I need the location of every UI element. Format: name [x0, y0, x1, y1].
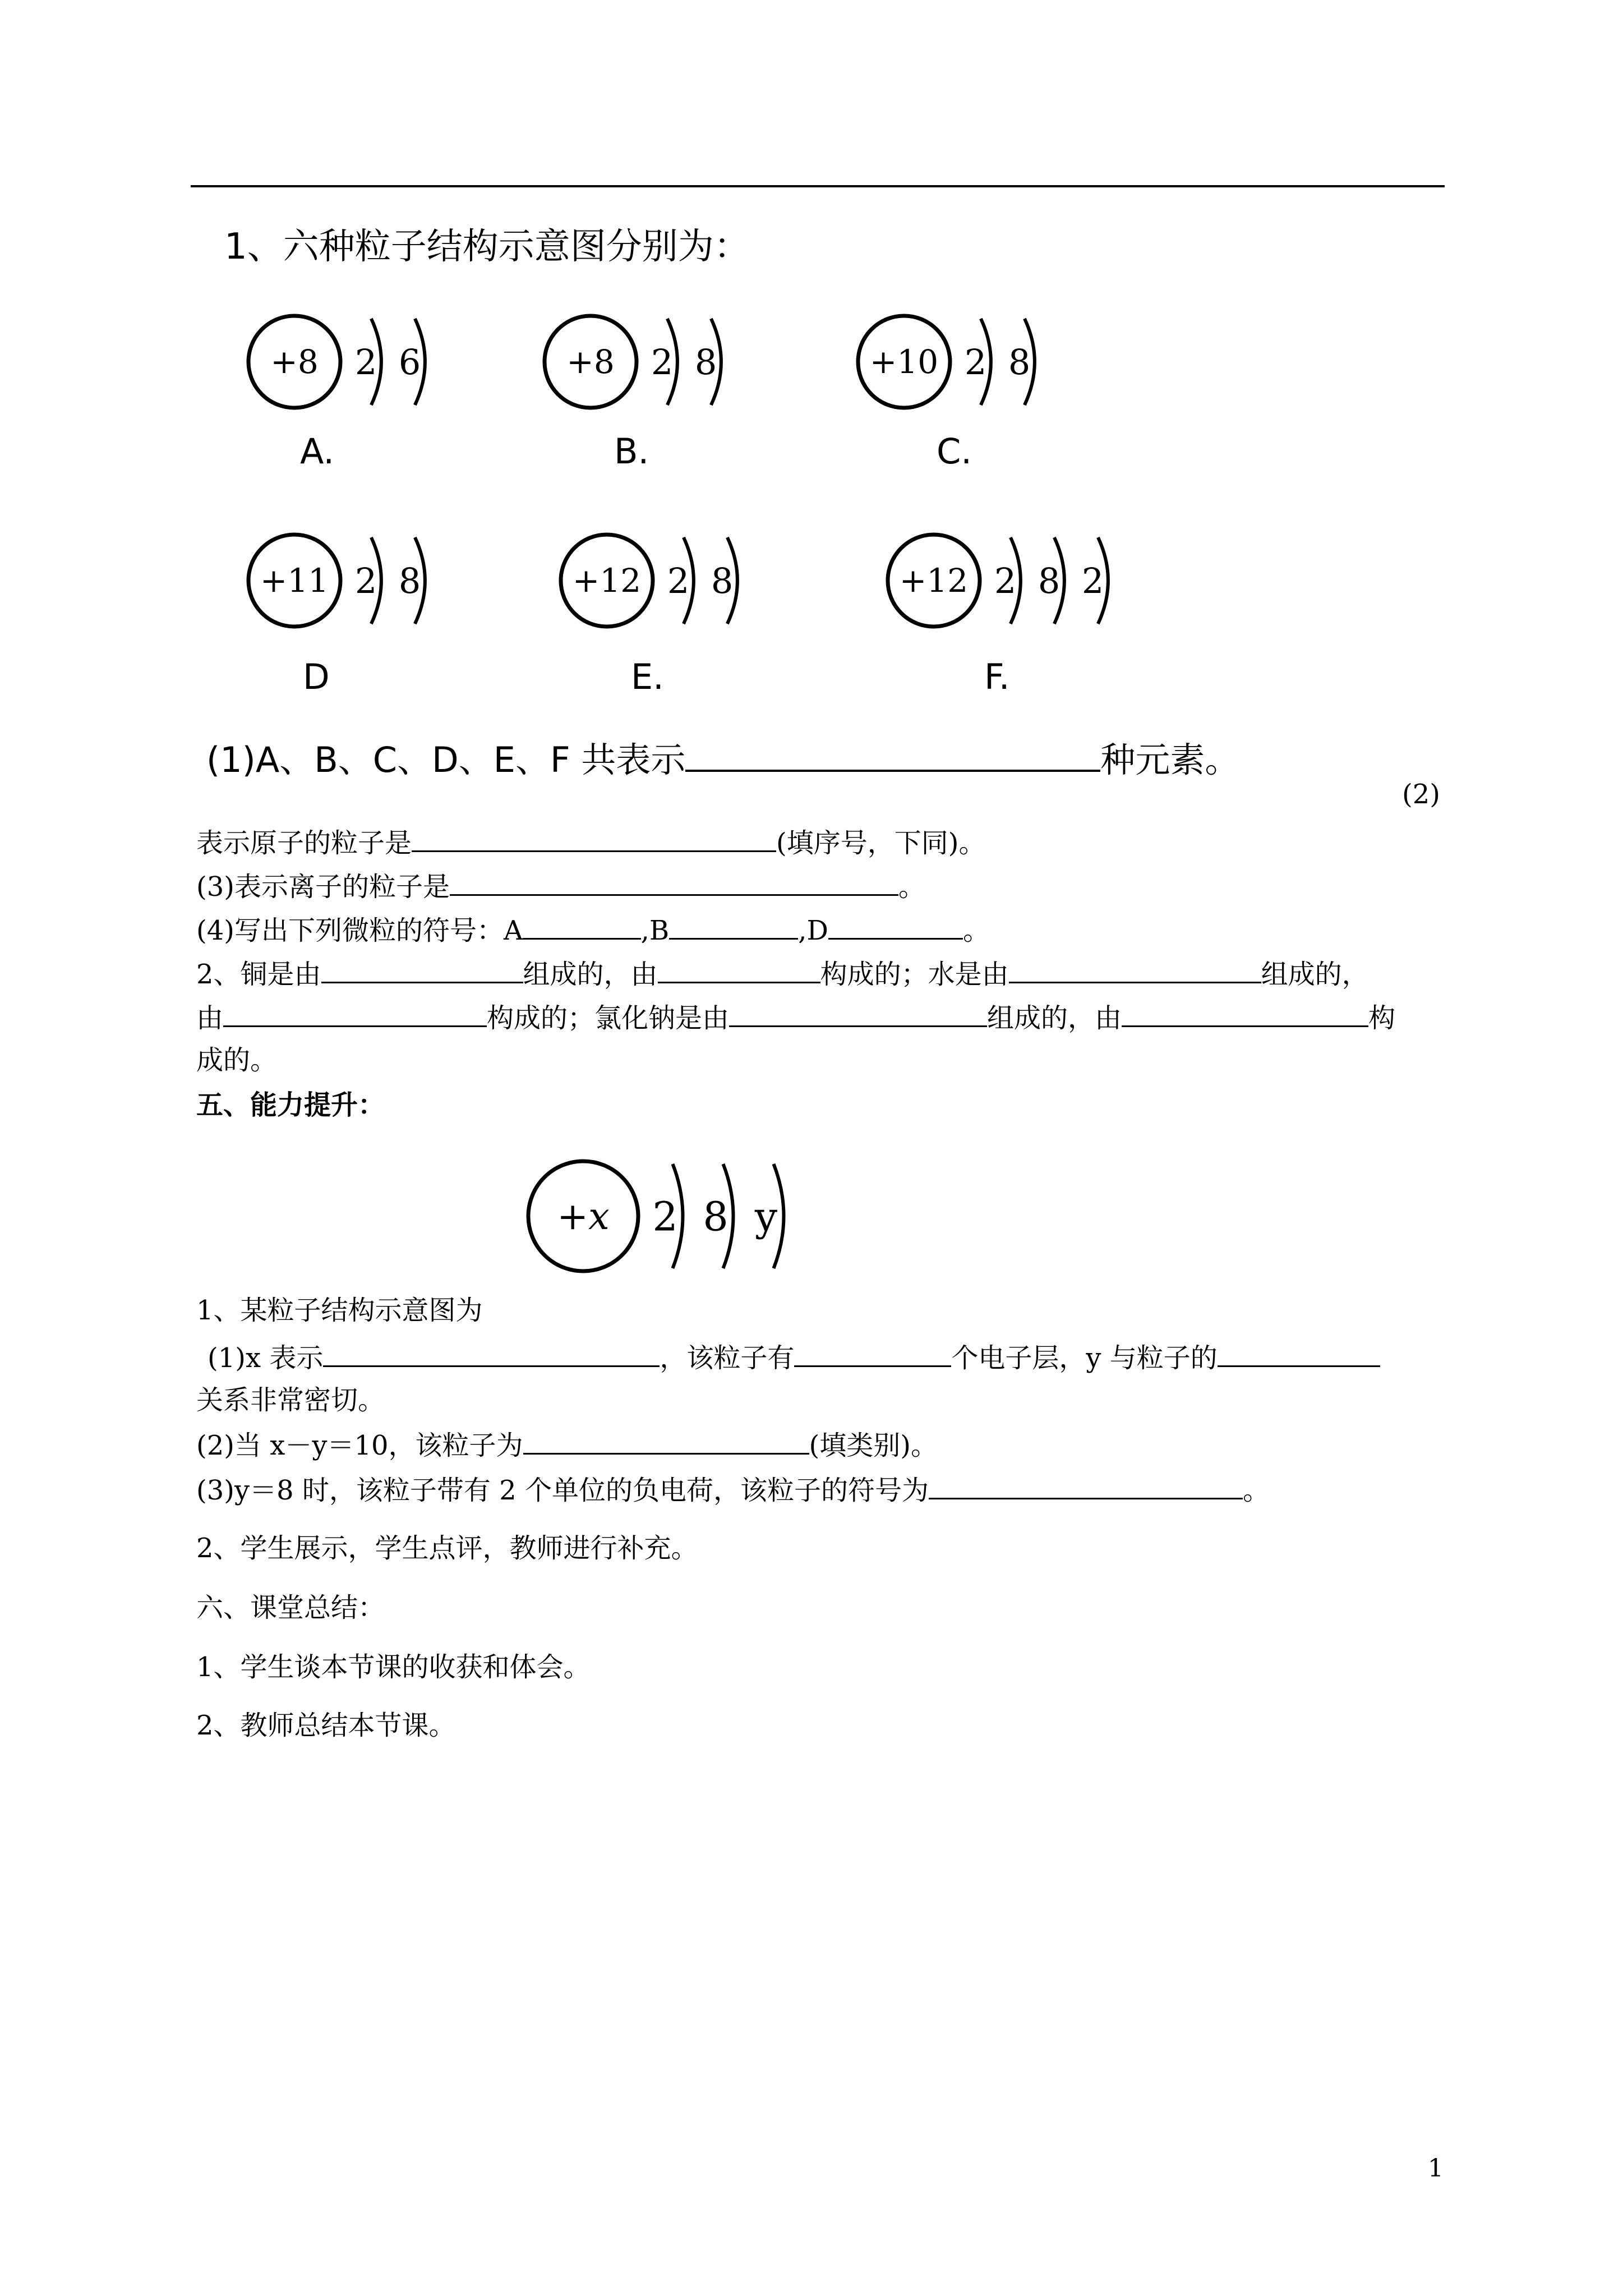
s5-sub3-text-a: (3)y＝8 时，该粒子带有 2 个单位的负电荷，该粒子的符号为 [196, 1475, 929, 1506]
section6-title: 六、课堂总结： [196, 1592, 385, 1623]
section5-title: 五、能力提升： [196, 1089, 385, 1121]
shell-electron-count: 8 [1038, 560, 1061, 601]
shell-electron-count: 8 [703, 1193, 728, 1240]
q2-text-f: 构成的；氯化钠是由 [487, 1002, 730, 1034]
q2-line1 [196, 956, 1369, 991]
atom-label-e: E. [631, 656, 664, 697]
q1-sub4-blank-d[interactable] [828, 912, 963, 940]
s5-sub3-text-b: 。 [1242, 1475, 1270, 1506]
atom-diagram-d [237, 512, 456, 649]
s5-sub1-text-a: (1)x 表示 [208, 1342, 324, 1374]
atom-diagram-a [237, 293, 456, 430]
shell-electron-count: 2 [354, 342, 377, 383]
shell-electron-count: 2 [354, 560, 377, 601]
q1-sub4-text-a: (4)写出下列微粒的符号：A [196, 915, 523, 946]
s5-sub3-blank[interactable] [929, 1472, 1243, 1499]
section6-line1: 1、学生谈本节课的收获和体会。 [196, 1651, 591, 1683]
q2-text-c: 构成的；水是由 [820, 959, 1009, 990]
q2-blank-4[interactable] [223, 1000, 487, 1027]
q1-sub1-text-b: 种元素。 [1100, 739, 1240, 780]
q1-sub4-text-c: ,D [798, 915, 828, 946]
s5-sub1-text-b: ，该粒子有 [660, 1342, 795, 1374]
q1-sub4-blank-b[interactable] [669, 912, 798, 940]
q2-blank-5[interactable] [729, 1000, 987, 1027]
atom-label-c: C. [937, 431, 972, 472]
q2-line2 [196, 1000, 1395, 1035]
atom-diagram-x [517, 1139, 818, 1294]
q2-text-e: 由 [196, 1002, 224, 1034]
atom-label-a: A. [300, 431, 335, 472]
shell-electron-count: 2 [994, 560, 1017, 601]
q1-sub2-blank[interactable] [412, 825, 776, 852]
s5-sub1-blank-1[interactable] [323, 1340, 660, 1367]
s5-sub3 [196, 1472, 1270, 1507]
q1-sub3-blank[interactable] [450, 868, 898, 896]
q1-sub2 [196, 825, 985, 860]
q2-text-b: 组成的，由 [523, 959, 658, 990]
shell-electron-count: 2 [652, 1193, 678, 1240]
shell-electron-count: 2 [651, 342, 674, 383]
s5-sub1-text-c: 个电子层，y 与粒子的 [951, 1342, 1218, 1374]
q1-sub4-blank-a[interactable] [523, 912, 641, 940]
atom-diagram-f [877, 512, 1139, 649]
q1-sub1 [206, 738, 1239, 783]
s5-sub2 [196, 1427, 938, 1462]
nucleus-charge: +11 [260, 562, 329, 600]
q1-sub1-blank[interactable] [685, 738, 1100, 772]
shell-electron-count: 8 [1008, 342, 1031, 383]
q1-title: 1、六种粒子结构示意图分别为： [224, 226, 750, 268]
atom-label-f: F. [984, 656, 1010, 697]
q1-sub4-text-b: ,B [640, 915, 670, 946]
q1-sub3-text-b: 。 [898, 871, 926, 903]
shell-electron-count: 2 [1081, 560, 1104, 601]
s5-sub2-blank[interactable] [523, 1427, 809, 1455]
atom-diagram-e [550, 512, 768, 649]
shell-electron-count: 2 [964, 342, 987, 383]
page-number: 1 [1428, 2154, 1444, 2183]
s5-sub1-cont: 关系非常密切。 [196, 1384, 385, 1416]
nucleus-charge: +12 [572, 562, 642, 600]
s5-sub1-blank-2[interactable] [794, 1340, 951, 1367]
nucleus-charge: +8 [566, 343, 615, 381]
q2-text-d: 组成的， [1261, 959, 1369, 990]
shell-electron-count: 8 [398, 560, 421, 601]
shell-electron-count: 8 [694, 342, 717, 383]
q1-sub4 [196, 912, 990, 947]
q1-sub1-text-a: (1)A、B、C、D、E、F 共表示 [206, 739, 686, 780]
atom-diagram-c [847, 293, 1066, 430]
atom-label-d: D [303, 656, 330, 697]
q2-text-g: 组成的，由 [987, 1002, 1122, 1034]
s5-sub1 [208, 1340, 1380, 1375]
q1-sub4-text-d: 。 [962, 915, 990, 946]
section6-line2: 2、教师总结本节课。 [196, 1710, 456, 1741]
q1-sub3-text-a: (3)表示离子的粒子是 [196, 871, 450, 903]
s5-sub1-blank-3[interactable] [1218, 1340, 1380, 1367]
q2-line3: 成的。 [196, 1045, 278, 1076]
shell-electron-count: 6 [398, 342, 421, 383]
q2-blank-2[interactable] [658, 956, 820, 983]
q2-blank-3[interactable] [1009, 956, 1261, 983]
shell-electron-count: 8 [711, 560, 734, 601]
nucleus-charge: +12 [899, 562, 969, 600]
s5-sub2-text-a: (2)当 x－y＝10，该粒子为 [196, 1430, 523, 1461]
shell-electron-count: 2 [667, 560, 690, 601]
header-rule [191, 185, 1445, 187]
q2-text-h: 构 [1368, 1002, 1396, 1034]
nucleus-charge: +8 [270, 343, 319, 381]
shell-electron-count: y [754, 1193, 778, 1240]
q2-blank-1[interactable] [321, 956, 523, 983]
s5-q2: 2、学生展示，学生点评，教师进行补充。 [196, 1533, 698, 1564]
q1-sub2-text-b: (填序号，下同)。 [776, 827, 986, 859]
atom-label-b: B. [614, 431, 649, 472]
atom-diagram-b [533, 293, 752, 430]
nucleus-charge: +10 [869, 343, 939, 381]
q2-blank-6[interactable] [1122, 1000, 1368, 1027]
q2-text-a: 2、铜是由 [196, 959, 321, 990]
q1-sub2-number: (2) [1402, 779, 1440, 810]
q1-sub3 [196, 868, 925, 904]
s5-sub2-text-b: (填类别)。 [809, 1430, 938, 1461]
s5-q1: 1、某粒子结构示意图为 [196, 1295, 483, 1326]
q1-sub2-text-a: 表示原子的粒子是 [196, 827, 412, 859]
nucleus-charge: +x [557, 1194, 610, 1238]
